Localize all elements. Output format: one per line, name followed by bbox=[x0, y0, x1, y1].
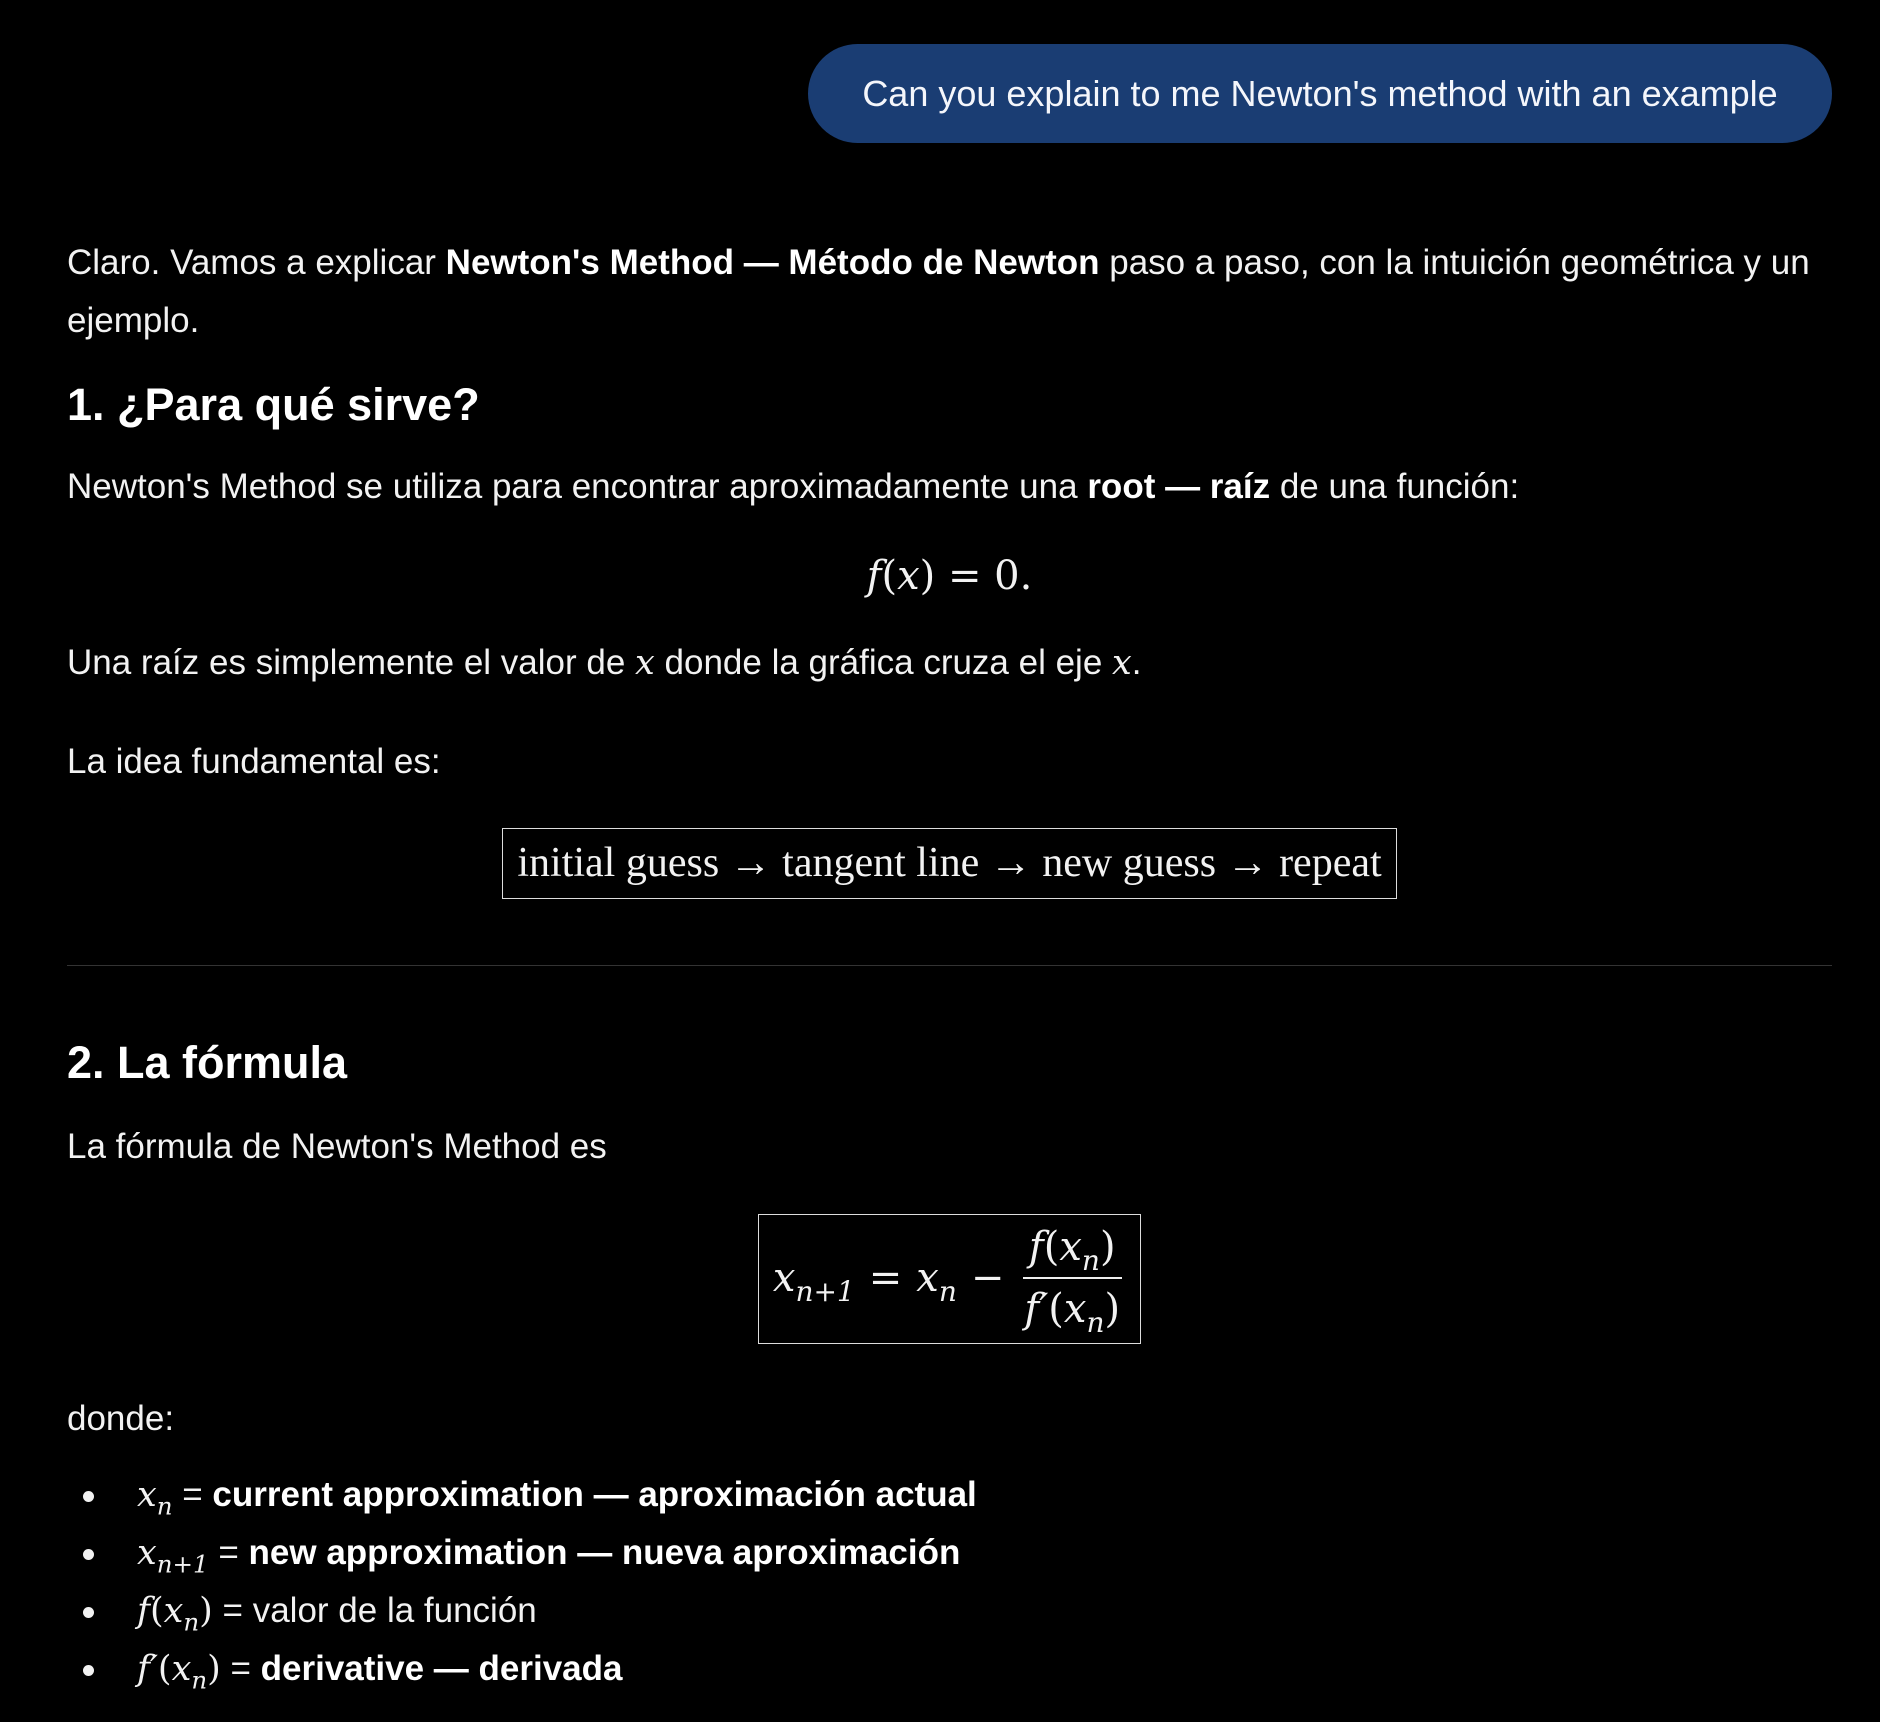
root-def-var-2: x bbox=[1112, 642, 1132, 683]
item-open: ( bbox=[149, 1590, 164, 1631]
section-divider bbox=[67, 965, 1832, 966]
numerator-sub: n bbox=[1081, 1243, 1100, 1277]
fraction-denominator bbox=[1018, 1279, 1126, 1339]
item-var: x bbox=[137, 1532, 157, 1573]
equation-function: f bbox=[866, 552, 882, 599]
equation-variable: x bbox=[897, 552, 920, 599]
numerator-var: x bbox=[1059, 1224, 1082, 1271]
equation-close-equals: ) = 0. bbox=[919, 552, 1033, 599]
item-bold: derivative — derivada bbox=[260, 1648, 623, 1688]
denominator-sub: n bbox=[1086, 1305, 1105, 1339]
intro-text-after: paso a paso, con la intuición geométrica y un ejemplo. bbox=[67, 243, 1810, 340]
intro-text-before: Claro. Vamos a explicar bbox=[67, 243, 446, 282]
numerator-open: ( bbox=[1043, 1224, 1060, 1271]
purpose-text-before: Newton's Method se utiliza para encontrar aproximadamente una bbox=[67, 467, 1088, 506]
item-bold: current approximation — aproximación actual bbox=[212, 1474, 977, 1514]
intro-bold-term: Newton's Method — Método de Newton bbox=[445, 243, 1100, 282]
item-close: ) bbox=[207, 1648, 221, 1689]
denominator-var: x bbox=[1063, 1286, 1087, 1333]
item-var: x bbox=[163, 1590, 184, 1631]
variable-definitions-list bbox=[67, 1466, 1832, 1698]
formula-wrapper bbox=[67, 1214, 1832, 1344]
formula-rhs-var: x bbox=[916, 1255, 939, 1302]
formula-equals: = bbox=[868, 1255, 903, 1302]
item-function: f bbox=[137, 1590, 150, 1631]
intro-paragraph bbox=[67, 234, 1832, 350]
item-sub: n bbox=[183, 1607, 200, 1637]
assistant-response bbox=[67, 234, 1832, 1698]
idea-box-wrapper bbox=[67, 828, 1832, 899]
formula-lhs-sub: n+1 bbox=[795, 1274, 855, 1308]
formula-rhs bbox=[916, 1254, 957, 1308]
item-text: = bbox=[208, 1532, 249, 1572]
formula-fraction bbox=[1018, 1223, 1126, 1339]
root-bold-term: root — raíz bbox=[1087, 467, 1271, 506]
item-text: = bbox=[220, 1648, 261, 1688]
root-definition-paragraph bbox=[67, 634, 1832, 693]
fundamental-idea-paragraph: La idea fundamental es: bbox=[67, 741, 441, 781]
item-text: = bbox=[172, 1474, 213, 1514]
user-message-bubble bbox=[808, 44, 1832, 143]
purpose-text-after: de una función: bbox=[1270, 467, 1520, 506]
section-heading-formula: 2. La fórmula bbox=[67, 1036, 348, 1088]
item-sub: n bbox=[156, 1491, 173, 1521]
purpose-paragraph bbox=[67, 458, 1832, 516]
formula-minus: − bbox=[970, 1255, 1005, 1302]
donde-label: donde: bbox=[67, 1399, 175, 1439]
item-bold: new approximation — nueva aproximación bbox=[248, 1532, 961, 1572]
list-item bbox=[67, 1466, 1832, 1524]
formula-lhs bbox=[772, 1254, 855, 1308]
item-var: x bbox=[171, 1648, 192, 1689]
denominator-open: ( bbox=[1048, 1286, 1064, 1333]
root-equation bbox=[67, 548, 1832, 604]
root-def-var-1: x bbox=[635, 642, 655, 683]
item-function: f′ bbox=[137, 1648, 158, 1689]
fraction-numerator bbox=[1023, 1223, 1122, 1279]
numerator-close: ) bbox=[1099, 1224, 1116, 1271]
list-item bbox=[67, 1524, 1832, 1582]
numerator-function: f bbox=[1028, 1224, 1044, 1271]
formula-intro-paragraph: La fórmula de Newton's Method es bbox=[67, 1127, 607, 1167]
item-var: x bbox=[137, 1474, 157, 1515]
root-def-middle: donde la gráfica cruza el eje bbox=[654, 642, 1113, 682]
formula-rhs-sub: n bbox=[938, 1274, 957, 1308]
fundamental-idea-box: initial guess → tangent line → new guess → repeat bbox=[502, 828, 1396, 899]
item-sub: n bbox=[191, 1665, 208, 1695]
denominator-close: ) bbox=[1104, 1286, 1121, 1333]
denominator-function: f′ bbox=[1024, 1286, 1049, 1333]
item-close: ) bbox=[199, 1590, 213, 1631]
section-heading-purpose: 1. ¿Para qué sirve? bbox=[67, 378, 480, 430]
equation-open-paren: ( bbox=[881, 552, 898, 599]
item-sub: n+1 bbox=[156, 1549, 209, 1579]
root-def-before: Una raíz es simplemente el valor de bbox=[67, 642, 636, 682]
root-def-after: . bbox=[1131, 642, 1142, 682]
item-text: = valor de la función bbox=[212, 1590, 537, 1630]
list-item bbox=[67, 1582, 1832, 1640]
item-open: ( bbox=[157, 1648, 172, 1689]
newton-formula-box bbox=[758, 1214, 1141, 1344]
formula-lhs-var: x bbox=[772, 1255, 796, 1302]
list-item bbox=[67, 1640, 1832, 1698]
user-message-text: Can you explain to me Newton's method with an example bbox=[862, 73, 1778, 114]
